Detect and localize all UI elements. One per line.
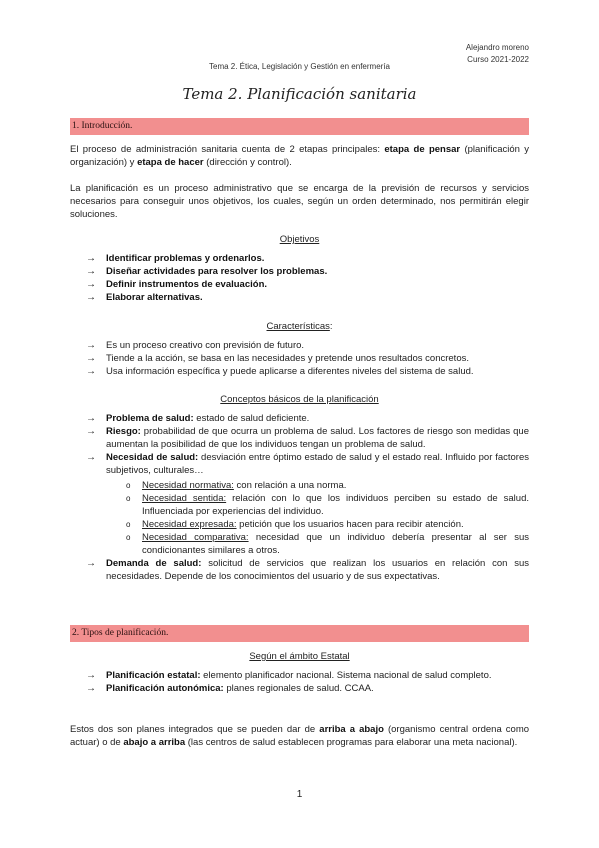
concept-term: Riesgo:	[106, 426, 141, 437]
circle-bullet-icon: o	[126, 481, 131, 490]
characteristic-text: Usa información específica y puede aplicarse a diferentes niveles del sistema de salud.	[106, 366, 474, 377]
characteristic-text: Tiende a la acción, se basa en las necesidades y pretende unos resultados concretos.	[106, 353, 469, 364]
arrow-icon: →	[86, 452, 96, 463]
circle-bullet-icon: o	[126, 533, 131, 542]
concept-term: Necesidad de salud:	[106, 452, 199, 463]
characteristic-text: Es un proceso creativo con previsión de futuro.	[106, 340, 305, 351]
characteristics-title	[70, 320, 529, 333]
subject-header: Tema 2. Ética, Legislación y Gestión en enfermería	[209, 62, 390, 71]
arrow-icon: →	[86, 340, 96, 351]
closing-bold-bottom-up: abajo a arriba	[123, 737, 186, 748]
list-item	[86, 291, 529, 304]
concepts-title: Conceptos básicos de la planificación	[220, 394, 379, 405]
scope-title: Según el ámbito Estatal	[249, 651, 350, 662]
arrow-icon: →	[86, 683, 96, 694]
list-item	[86, 412, 529, 425]
intro-text-3: (dirección y control).	[203, 157, 292, 168]
course-year: Curso 2021-2022	[467, 55, 529, 64]
need-term: Necesidad normativa:	[142, 480, 234, 491]
definition-paragraph	[70, 182, 529, 221]
closing-paragraph	[70, 723, 529, 749]
needs-sublist	[106, 479, 529, 557]
need-term: Necesidad comparativa:	[142, 532, 249, 543]
intro-paragraph	[70, 143, 529, 169]
arrow-icon: →	[86, 558, 96, 569]
list-item	[126, 492, 529, 518]
list-item	[86, 669, 519, 682]
list-item	[126, 518, 529, 531]
type-text: elemento planificador nacional. Sistema nacional de salud completo.	[200, 670, 492, 681]
characteristics-list	[70, 339, 529, 378]
intro-bold-hacer: etapa de hacer	[137, 157, 204, 168]
closing-text-1: Estos dos son planes integrados que se pueden dar de	[70, 724, 320, 735]
list-item	[86, 682, 519, 695]
concept-text: estado de salud deficiente.	[193, 413, 310, 424]
arrow-icon: →	[86, 279, 96, 290]
section-types-heading-block	[70, 625, 529, 642]
need-text: necesidad que un individuo debería presentar al ser sus condicionantes similares a otros.	[142, 532, 529, 556]
arrow-icon: →	[86, 253, 96, 264]
section-heading-intro: 1. Introducción.	[70, 118, 529, 135]
objective-text: Diseñar actividades para resolver los problemas.	[106, 266, 328, 277]
list-item	[86, 365, 529, 378]
closing-text-3: (las centros de salud establecen programas para elaborar una meta nacional).	[185, 737, 518, 748]
concepts-list	[70, 412, 529, 583]
objective-text: Elaborar alternativas.	[106, 292, 203, 303]
intro-bold-pensar: etapa de pensar	[384, 144, 461, 155]
arrow-icon: →	[86, 292, 96, 303]
objective-text: Definir instrumentos de evaluación.	[106, 279, 268, 290]
concept-text: probabilidad de que ocurra un problema de salud. Los factores de riesgo son medidas que aumentan la posibilidad de que los individuos tengan un problema de salud.	[106, 426, 529, 450]
characteristics-title-text: Características	[266, 321, 330, 332]
objectives-list	[70, 252, 529, 304]
intro-text-1: El proceso de administración sanitaria cuenta de 2 etapas principales:	[70, 144, 385, 155]
characteristics-colon: :	[329, 321, 333, 332]
arrow-icon: →	[86, 413, 96, 424]
list-item	[86, 557, 529, 583]
arrow-icon: →	[86, 366, 96, 377]
need-term: Necesidad expresada:	[142, 519, 237, 530]
list-item	[126, 479, 529, 492]
arrow-icon: →	[86, 266, 96, 277]
circle-bullet-icon: o	[126, 494, 131, 503]
type-term: Planificación estatal:	[106, 670, 201, 681]
arrow-icon: →	[86, 670, 96, 681]
types-block	[70, 650, 529, 695]
list-item	[86, 425, 529, 451]
arrow-icon: →	[86, 353, 96, 364]
list-item	[126, 531, 529, 557]
need-text: con relación a una norma.	[233, 480, 347, 491]
section-intro-heading-block	[70, 118, 529, 135]
closing-text-2: (organismo central ordena como actuar) o de	[70, 724, 530, 748]
concept-term: Demanda de salud:	[106, 558, 202, 569]
list-item	[86, 339, 529, 352]
types-list	[70, 669, 529, 695]
objectives-block	[70, 233, 529, 304]
list-item	[86, 278, 529, 291]
need-text: relación con lo que los individuos perciben su estado de salud. Influenciada por experiencias del individuo.	[142, 493, 529, 517]
circle-bullet-icon: o	[126, 520, 131, 529]
author-name: Alejandro moreno	[465, 43, 529, 52]
type-term: Planificación autonómica:	[106, 683, 224, 694]
page-number: 1	[296, 789, 303, 800]
list-item	[86, 252, 529, 265]
need-term: Necesidad sentida:	[142, 493, 227, 504]
definition-text: La planificación es un proceso administrativo que se encarga de la previsión de recursos y servicios necesarios para conseguir unos objetivos, los cuales, según un orden determinado, nos permitirán elegir soluciones.	[70, 183, 529, 220]
type-text: planes regionales de salud. CCAA.	[223, 683, 374, 694]
concept-term: Problema de salud:	[106, 413, 194, 424]
objective-text: Identificar problemas y ordenarlos.	[106, 253, 265, 264]
need-text: petición que los usuarios hacen para recibir atención.	[236, 519, 464, 530]
concept-text: desviación entre óptimo estado de salud y el estado real. Influido por factores subjetivos, culturales…	[106, 452, 529, 476]
list-item	[86, 352, 529, 365]
list-item	[86, 451, 529, 557]
concept-text: solicitud de servicios que realizan los usuarios en relación con sus necesidades. Depende de los conocimientos del usuario y de sus expectativas.	[106, 558, 529, 582]
concepts-block	[70, 393, 529, 583]
document-title: Tema 2. Planificación sanitaria	[182, 85, 417, 103]
characteristics-block	[70, 320, 529, 378]
closing-bold-top-down: arriba a abajo	[319, 724, 384, 735]
objectives-title: Objetivos	[279, 234, 320, 245]
section-heading-types: 2. Tipos de planificación.	[70, 625, 529, 642]
intro-text-2: (planificación y organización) y	[70, 144, 529, 168]
arrow-icon: →	[86, 426, 96, 437]
list-item	[86, 265, 529, 278]
